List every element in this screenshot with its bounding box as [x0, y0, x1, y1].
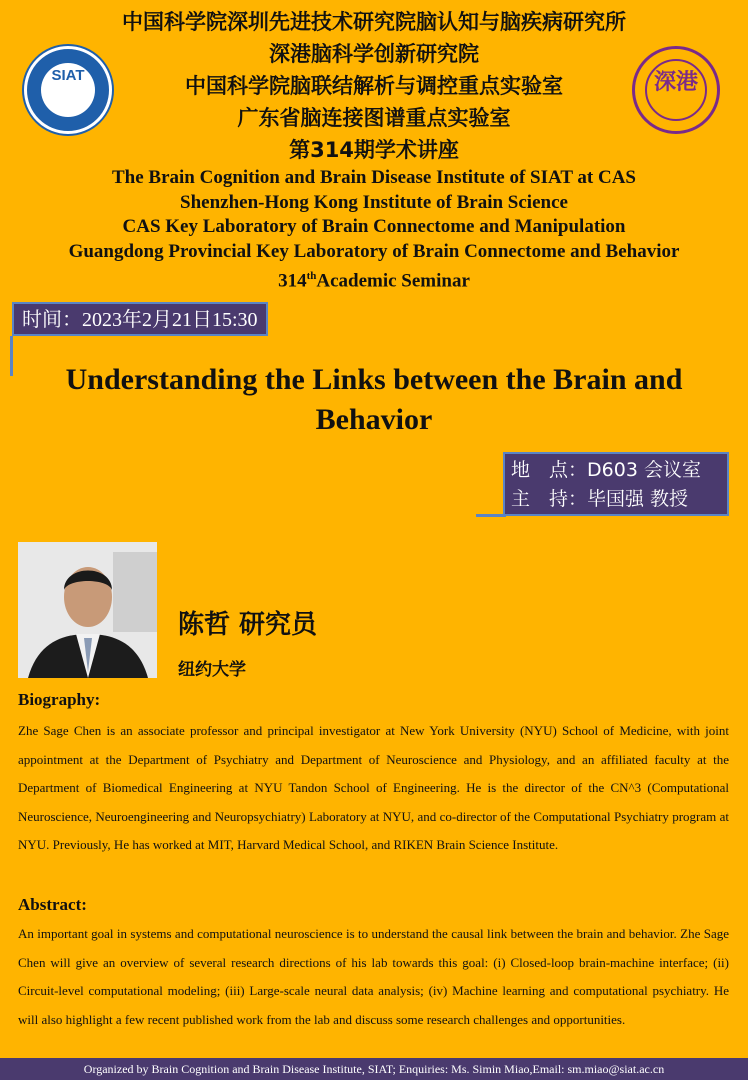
cn-title-line: 中国科学院深圳先进技术研究院脑认知与脑疾病研究所 [122, 10, 626, 34]
abstract-text: An important goal in systems and computational neuroscience is to understand the causal link between the brain and behavior. Zhe Sage Chen will give an overview of several research directions of his lab towards this goal: (i) Closed-loop brain-machine interface; (ii) Circuit-level computational modeling; (iii) Large-scale neural data analysis; (iv) Machine learning and computational psychiatry. He will also highlight a few recent published work from the lab and discuss some research challenges and opportunities. [18, 926, 729, 1027]
host-value: 毕国强 教授 [587, 488, 689, 510]
chinese-institute-titles [0, 6, 748, 166]
decorative-line [10, 336, 13, 376]
time-value: 2023年2月21日15:30 [82, 309, 258, 331]
seminar-number: 314 [278, 270, 307, 292]
en-title-line: Guangdong Provincial Key Laboratory of Brain Connectome and Behavior [68, 240, 680, 262]
talk-title [20, 360, 728, 440]
speaker-name: 陈哲 研究员 [178, 610, 318, 640]
cn-title-line: 中国科学院脑联结解析与调控重点实验室 [185, 74, 563, 98]
location-value: D603 会议室 [587, 459, 701, 481]
time-box [12, 302, 268, 336]
host-label: 主 持： [511, 488, 588, 510]
speaker-affiliation: 纽约大学 [178, 660, 246, 680]
location-label: 地 点： [511, 459, 588, 481]
en-title-line: The Brain Cognition and Brain Disease Institute of SIAT at CAS [112, 167, 636, 188]
decorative-line [476, 514, 506, 517]
host-row [511, 485, 727, 514]
cn-title-line: 广东省脑连接图谱重点实验室 [237, 106, 511, 130]
cn-title-line: 深港脑科学创新研究院 [269, 42, 479, 66]
location-host-box [503, 452, 729, 516]
en-title-line: Shenzhen-Hong Kong Institute of Brain Science [180, 191, 568, 213]
logo-right-mark: 深港 [653, 70, 698, 95]
seminar-line [0, 264, 748, 294]
time-label: 时间： [22, 307, 82, 331]
location-row [511, 456, 727, 485]
seminar-text: Academic Seminar [316, 270, 470, 292]
siat-logo-text: SIAT [51, 67, 85, 84]
speaker-photo [18, 542, 157, 678]
english-institute-titles [0, 166, 748, 294]
cn-title-line: 第314期学术讲座 [289, 138, 459, 162]
footer-organizer: Organized by Brain Cognition and Brain Disease Institute, SIAT; Enquiries: Ms. Simin Miao,Email: sm.miao@siat.ac.cn [0, 1058, 748, 1080]
biography-text: Zhe Sage Chen is an associate professor and principal investigator at New York University (NYU) School of Medicine, with joint appointment at the Department of Psychiatry and Department of Neuroscience and Physiology, and an affiliated faculty at the Department of Biomedical Engineering at NYU Tandon School of Engineering. He is the director of the CN^3 (Computational Neuroscience, Neuroengineering and Neuropsychiatry) Laboratory at NYU, and co-director of the Computational Psychiatry program at NYU. Previously, He has worked at MIT, Harvard Medical School, and RIKEN Brain Science Institute. [18, 723, 729, 852]
biography-heading: Biography: [18, 690, 101, 709]
talk-title-line: Behavior [315, 403, 433, 436]
en-title-line: CAS Key Laboratory of Brain Connectome and Manipulation [122, 216, 626, 237]
abstract-heading: Abstract: [18, 895, 87, 914]
talk-title-line: Understanding the Links between the Brain and [65, 363, 683, 396]
speaker-photo-image [18, 542, 157, 678]
seminar-ordinal: th [306, 270, 317, 282]
